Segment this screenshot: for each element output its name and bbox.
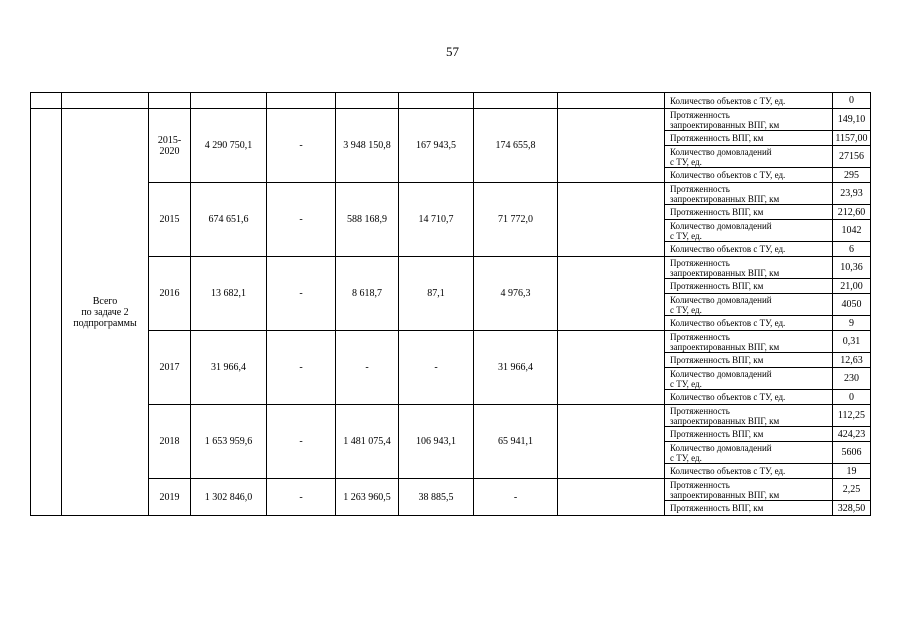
table-row [31, 109, 871, 131]
indicator-label: Количество объектов с ТУ, ед. [665, 93, 833, 109]
cell-empty [558, 405, 665, 479]
funding-cell: - [267, 405, 336, 479]
indicator-value: 12,63 [833, 353, 871, 368]
cell-empty [31, 109, 62, 516]
indicator-value: 10,36 [833, 257, 871, 279]
indicator-label: Протяженность запроектированных ВПГ, км [665, 405, 833, 427]
indicator-value: 5606 [833, 442, 871, 464]
funding-cell: 1 263 960,5 [336, 479, 399, 516]
cell-empty [558, 479, 665, 516]
page-number: 57 [446, 44, 459, 59]
indicator-value: 27156 [833, 146, 871, 168]
table-body [31, 93, 871, 516]
indicator-label: Количество объектов с ТУ, ед. [665, 242, 833, 257]
subprogram-table [30, 92, 871, 516]
total-cell: 1 302 846,0 [191, 479, 267, 516]
funding-cell: - [267, 183, 336, 257]
funding-cell: 14 710,7 [399, 183, 474, 257]
indicator-value: 295 [833, 168, 871, 183]
indicator-label: Протяженность запроектированных ВПГ, км [665, 183, 833, 205]
table-row [31, 183, 871, 205]
indicator-label: Протяженность ВПГ, км [665, 205, 833, 220]
indicator-value: 23,93 [833, 183, 871, 205]
cell-empty [191, 93, 267, 109]
indicator-label: Количество объектов с ТУ, ед. [665, 464, 833, 479]
indicator-label: Протяженность ВПГ, км [665, 501, 833, 516]
total-cell: 674 651,6 [191, 183, 267, 257]
indicator-label: Протяженность запроектированных ВПГ, км [665, 479, 833, 501]
indicator-value: 0 [833, 93, 871, 109]
cell-empty [62, 93, 149, 109]
cell-empty [399, 93, 474, 109]
table-row [31, 257, 871, 279]
cell-empty [336, 93, 399, 109]
indicator-label: Количество домовладений с ТУ, ед. [665, 220, 833, 242]
total-cell: 13 682,1 [191, 257, 267, 331]
funding-cell: - [267, 257, 336, 331]
indicator-label: Количество домовладений с ТУ, ед. [665, 294, 833, 316]
cell-empty [149, 93, 191, 109]
funding-cell: - [399, 331, 474, 405]
indicator-label: Количество объектов с ТУ, ед. [665, 168, 833, 183]
indicator-label: Протяженность ВПГ, км [665, 279, 833, 294]
funding-cell: - [336, 331, 399, 405]
indicator-value: 212,60 [833, 205, 871, 220]
indicator-value: 328,50 [833, 501, 871, 516]
indicator-label: Протяженность запроектированных ВПГ, км [665, 109, 833, 131]
year-cell: 2016 [149, 257, 191, 331]
indicator-label: Количество объектов с ТУ, ед. [665, 316, 833, 331]
funding-cell: 71 772,0 [474, 183, 558, 257]
table-row [31, 331, 871, 353]
task-label: Всего по задаче 2 подпрограммы [62, 109, 149, 516]
indicator-label: Количество домовладений с ТУ, ед. [665, 442, 833, 464]
funding-cell: 31 966,4 [474, 331, 558, 405]
cell-empty [558, 257, 665, 331]
indicator-label: Протяженность запроектированных ВПГ, км [665, 257, 833, 279]
indicator-value: 424,23 [833, 427, 871, 442]
total-cell: 1 653 959,6 [191, 405, 267, 479]
indicator-label: Протяженность запроектированных ВПГ, км [665, 331, 833, 353]
indicator-label: Количество домовладений с ТУ, ед. [665, 146, 833, 168]
table-row [31, 405, 871, 427]
year-cell: 2015- 2020 [149, 109, 191, 183]
total-cell: 31 966,4 [191, 331, 267, 405]
indicator-value: 1157,00 [833, 131, 871, 146]
funding-cell: 65 941,1 [474, 405, 558, 479]
indicator-label: Протяженность ВПГ, км [665, 353, 833, 368]
year-cell: 2019 [149, 479, 191, 516]
indicator-value: 1042 [833, 220, 871, 242]
funding-cell: - [267, 109, 336, 183]
indicator-value: 0 [833, 390, 871, 405]
cell-empty [558, 109, 665, 183]
indicator-label: Протяженность ВПГ, км [665, 427, 833, 442]
funding-cell: - [267, 479, 336, 516]
indicator-value: 21,00 [833, 279, 871, 294]
indicator-value: 6 [833, 242, 871, 257]
indicator-value: 149,10 [833, 109, 871, 131]
cell-empty [558, 331, 665, 405]
funding-cell: 4 976,3 [474, 257, 558, 331]
table-row [31, 479, 871, 501]
cell-empty [267, 93, 336, 109]
indicator-value: 9 [833, 316, 871, 331]
indicator-value: 2,25 [833, 479, 871, 501]
year-cell: 2017 [149, 331, 191, 405]
indicator-value: 0,31 [833, 331, 871, 353]
indicator-value: 112,25 [833, 405, 871, 427]
funding-cell: 588 168,9 [336, 183, 399, 257]
indicator-value: 4050 [833, 294, 871, 316]
cell-empty [558, 183, 665, 257]
indicator-label: Количество домовладений с ТУ, ед. [665, 368, 833, 390]
indicator-label: Количество объектов с ТУ, ед. [665, 390, 833, 405]
table-row-top [31, 93, 871, 109]
indicator-label: Протяженность ВПГ, км [665, 131, 833, 146]
indicator-value: 19 [833, 464, 871, 479]
funding-cell: - [267, 331, 336, 405]
funding-cell: 3 948 150,8 [336, 109, 399, 183]
indicator-value: 230 [833, 368, 871, 390]
funding-cell: 38 885,5 [399, 479, 474, 516]
funding-cell: 167 943,5 [399, 109, 474, 183]
funding-cell: 1 481 075,4 [336, 405, 399, 479]
funding-cell: 8 618,7 [336, 257, 399, 331]
funding-cell: - [474, 479, 558, 516]
year-cell: 2015 [149, 183, 191, 257]
cell-empty [474, 93, 558, 109]
cell-empty [31, 93, 62, 109]
funding-cell: 174 655,8 [474, 109, 558, 183]
total-cell: 4 290 750,1 [191, 109, 267, 183]
year-cell: 2018 [149, 405, 191, 479]
cell-empty [558, 93, 665, 109]
funding-cell: 106 943,1 [399, 405, 474, 479]
funding-cell: 87,1 [399, 257, 474, 331]
